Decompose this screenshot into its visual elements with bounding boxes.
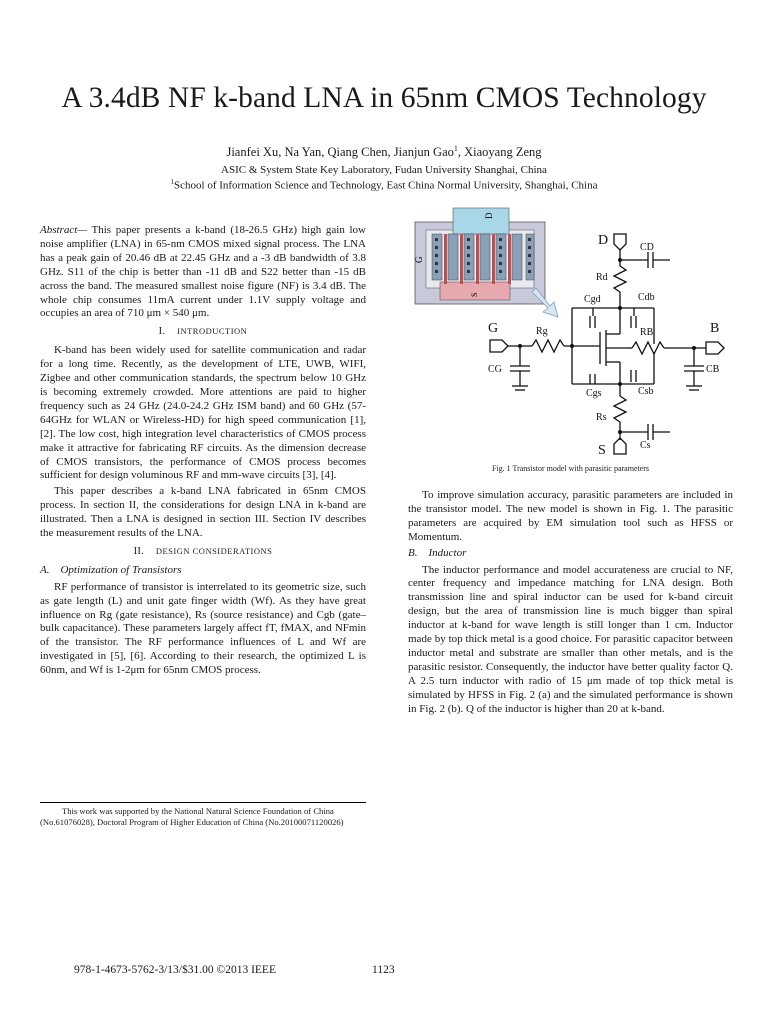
- label-cgd: Cgd: [584, 294, 601, 305]
- transistor-layout-image: [414, 208, 545, 304]
- left-column: [40, 224, 366, 680]
- label-cg: CG: [488, 364, 502, 375]
- model-paragraph: To improve simulation accuracy, parasitic parameters are included in the transistor model. The new model is shown in Fig. 1. The parasitic parameters are acquired by EM simulation tool such as HFSS or Momentum.: [408, 489, 733, 543]
- copyright-line: 978-1-4673-5762-3/13/$31.00 ©2013 IEEE: [74, 964, 276, 976]
- abstract: [40, 224, 366, 321]
- label-rg: Rg: [536, 326, 548, 337]
- label-cs: Cs: [640, 440, 651, 451]
- layout-label-g: G: [414, 256, 424, 263]
- abstract-text: This paper presents a k-band (18-26.5 GHz) high gain low noise amplifier (LNA) in 65-nm CMOS mixed signal process. The LNA has a peak gain of 20.46 dB at 22.45 GHz and a -3 dB bandwidth of 3.8 GHz. S11 of the chip is better than -11 dB and S22 better than -15 dB across the band. The measured smallest noise figure (NF) is 3.4 dB. The whole chip consumes 11mA current under 1.1V supply voltage and occupies an area of 710 μm × 540 μm.: [40, 224, 366, 320]
- layout-label-s: S: [470, 292, 479, 297]
- label-cgs: Cgs: [586, 388, 602, 399]
- inductor-paragraph: The inductor performance and model accurateness are crucial to NF, center frequency and impedance matching for LNA design. Both transmission line and spiral inductor can be used for k-band circuit design, but the area of transmission line is much bigger than spiral inductor at k-band for wave length is still longer than 1 cm. Inductor made by top thick metal is a good choice. For parasitic capacitor between inductor metal and substrate are smaller than other metals, and is the parasitic resistor. Consequently, the inductor have better quality factor Q. A 2.5 turn inductor with radio of 15 μm made of top thick metal is simulated by HFSS in Fig. 2 (a) and the simulated performance is shown in Fig. 2 (b). Q of the inductor is higher than 20 at k-band.: [408, 563, 733, 715]
- transistor-paragraph: RF performance of transistor is interrelated to its geometric size, such as gate length (L) and unit gate finger width (Wf). As they have great influence on Rg (gate resistance), Rs (source resistance) and Cgb (gate–bulk capacitance). These parameters largely affect fT, fMAX, and NFmin of the transistor. The RF performance influences of L and Wf are investigated in [5], [6]. According to their research, the optimized L is 60nm, and Wf is 1-2μm for 65nm CMOS process.: [40, 580, 366, 677]
- intro-paragraph-1: K-band has been widely used for satellite communication and radar for a long time. Recently, as the development of LTE, UWB, WIFI, Zigbee and other communication standards, the spectrum below 10 GHz is becoming extremely crowded. More attentions are paid to higher frequency such as 24 GHz (24.0-24.2 GHz ISM band) and 60 GHz (57-64GHz for WLAN or Wireless-HD) for high speed communication [1], [2]. The low cost, high integration level characteristics of CMOS process make it attractive for fabricating RF circuits. As the dimension decrease of CMOS transistors, the performance of CMOS process becomes sufficient for design voluminous RF and mm-wave circuits [3], [4].: [40, 344, 366, 482]
- label-csb: Csb: [638, 386, 654, 397]
- intro-paragraph-2: This paper describes a k-band LNA fabricated in 65nm CMOS process. In section II, the considerations for design LNA in k-band are illustrated. Then a LNA is designed in section III. Section IV describes the measurement results of the LNA.: [40, 485, 366, 540]
- transistor-model-figure: [408, 204, 738, 462]
- figure-caption: Fig. 1 Transistor model with parasitic parameters: [491, 464, 650, 473]
- section-heading-design: II. DESIGN CONSIDERATIONS: [133, 545, 273, 557]
- affiliation-1: ASIC & System State Key Laboratory, Fudan University Shanghai, China: [221, 164, 547, 176]
- terminal-label-s: S: [598, 443, 606, 458]
- footnote: This work was supported by the National Natural Science Foundation of China (No.61076028), Doctoral Program of Higher Education of China (No.20100071120026): [40, 806, 344, 828]
- label-rb: RB: [640, 327, 654, 338]
- section-heading-introduction: I. INTRODUCTION: [158, 326, 248, 338]
- footnote-rule: [40, 802, 366, 803]
- subsection-heading-transistors: A. Optimization of Transistors: [40, 563, 182, 576]
- terminal-label-d: D: [598, 233, 609, 248]
- paper-title: A 3.4dB NF k-band LNA in 65nm CMOS Technology: [61, 82, 707, 114]
- label-rs: Rs: [596, 412, 607, 423]
- subsection-heading-inductor: B. Inductor: [408, 546, 467, 559]
- terminal-label-b: B: [710, 321, 720, 336]
- right-column: [408, 489, 733, 719]
- label-cdb: Cdb: [638, 292, 655, 303]
- page-number: 1123: [372, 964, 395, 976]
- terminal-label-g: G: [488, 321, 499, 336]
- label-cd: CD: [640, 242, 654, 253]
- abstract-label: Abstract—: [40, 224, 88, 236]
- label-cb: CB: [706, 364, 720, 375]
- layout-label-d: D: [484, 212, 494, 219]
- label-rd: Rd: [596, 272, 608, 283]
- author-list: Jianfei Xu, Na Yan, Qiang Chen, Jianjun Gao$^1$, Xiaoyang Zeng: [226, 144, 542, 160]
- affiliation-2: $^1$School of Information Science and Technology, East China Normal University, Shanghai, China: [170, 178, 598, 192]
